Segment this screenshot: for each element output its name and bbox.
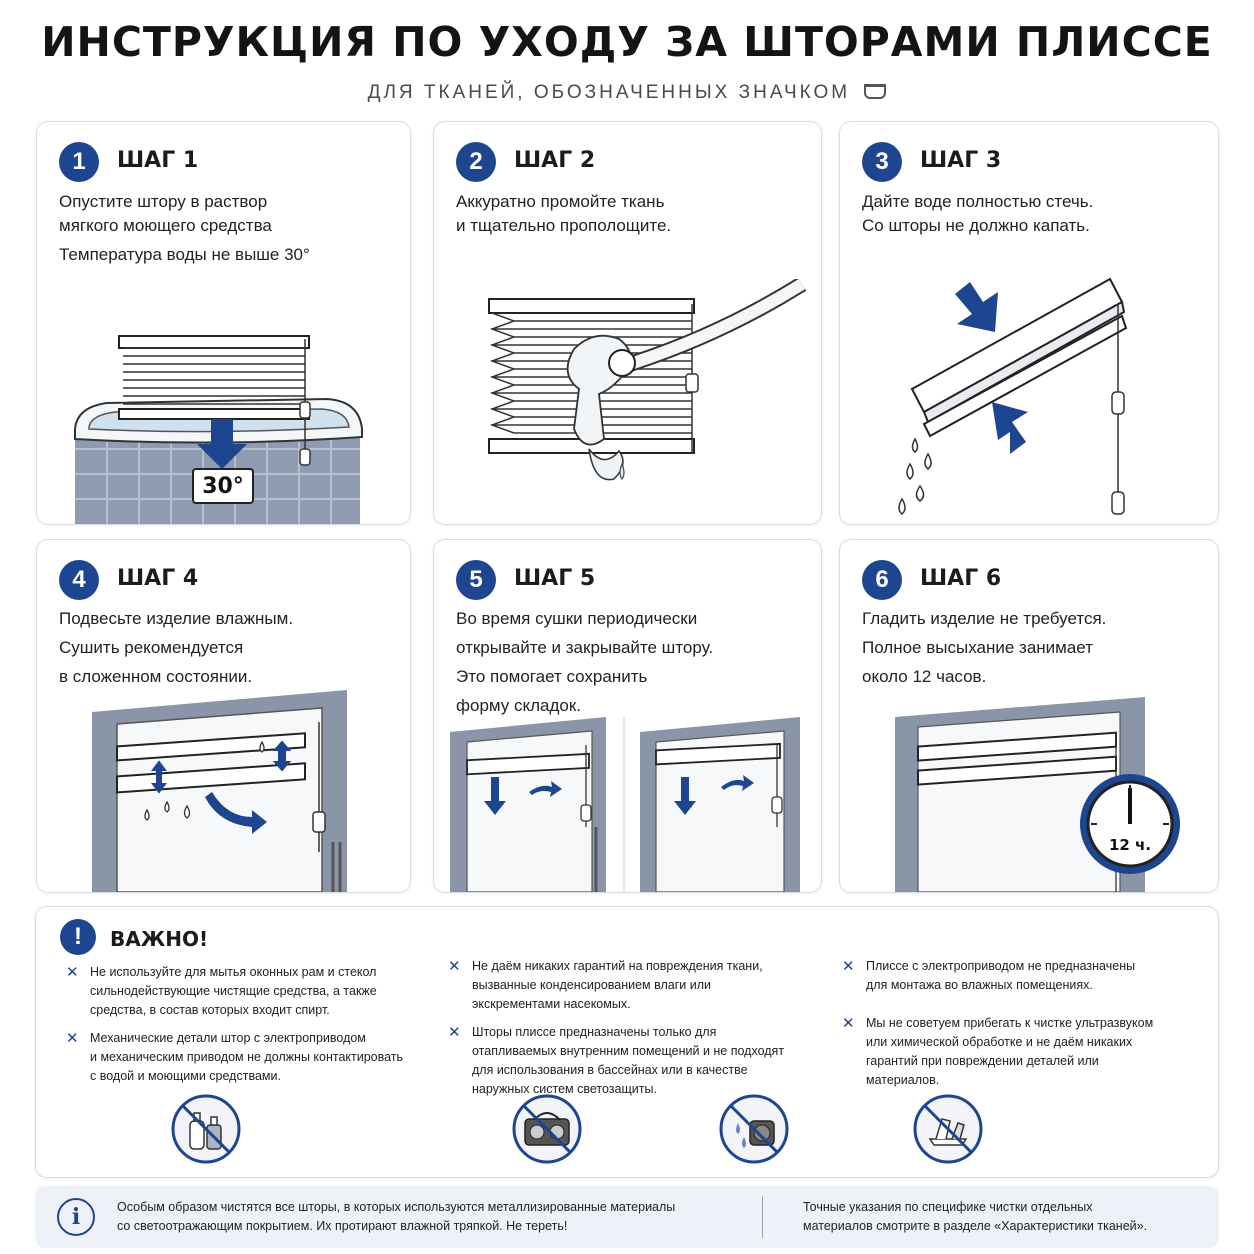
info-text-right bbox=[803, 1198, 1147, 1236]
cross-icon: ✕ bbox=[448, 1024, 461, 1041]
step-text-line: около 12 часов. bbox=[862, 667, 987, 686]
cross-icon: ✕ bbox=[66, 1030, 79, 1047]
step-text-line: открывайте и закрывайте штору. bbox=[456, 638, 714, 657]
no-cleaning-chemicals-icon bbox=[170, 1093, 242, 1165]
step-text-line: Дайте воде полностью стечь. bbox=[862, 192, 1094, 211]
hand-wash-icon bbox=[864, 84, 886, 99]
warning-line: или химической обработке и не даём никаких bbox=[866, 1035, 1133, 1049]
warning-line: Не используйте для мытья оконных рам и стекол bbox=[90, 965, 377, 979]
warning-line: экскрементами насекомых. bbox=[472, 997, 631, 1011]
info-line: Особым образом чистятся все шторы, в которых используются металлизированные материалы bbox=[117, 1200, 676, 1214]
hanging-wet-blind-illustration bbox=[37, 682, 411, 892]
step-text-line: в сложенном состоянии. bbox=[59, 667, 253, 686]
warning-line: Шторы плиссе предназначены только для bbox=[472, 1025, 717, 1039]
step-title: ШАГ 3 bbox=[920, 148, 1002, 173]
warning-item bbox=[66, 963, 377, 1020]
step-description bbox=[862, 604, 1200, 691]
step-text-line: форму складок. bbox=[456, 696, 582, 715]
step-card-2 bbox=[433, 121, 822, 525]
step-title: ШАГ 4 bbox=[117, 566, 199, 591]
subtitle-text: ДЛЯ ТКАНЕЙ, ОБОЗНАЧЕННЫХ ЗНАЧКОМ bbox=[367, 82, 851, 103]
step-number-badge: 3 bbox=[862, 142, 902, 182]
info-text-left bbox=[117, 1198, 675, 1236]
info-icon: i bbox=[57, 1198, 95, 1236]
cross-icon: ✕ bbox=[842, 1015, 855, 1032]
step-text-line: мягкого моющего средства bbox=[59, 216, 272, 235]
warning-line: материалов. bbox=[866, 1073, 940, 1087]
step-card-1 bbox=[36, 121, 411, 525]
step-text-line: Во время сушки периодически bbox=[456, 609, 698, 628]
cross-icon: ✕ bbox=[842, 958, 855, 975]
open-close-blind-illustration bbox=[434, 717, 822, 892]
step-text-line: Полное высыхание занимает bbox=[862, 638, 1093, 657]
important-title: ВАЖНО! bbox=[110, 927, 209, 951]
warning-line: Механические детали штор с электроприводом bbox=[90, 1031, 366, 1045]
page-title: ИНСТРУКЦИЯ ПО УХОДУ ЗА ШТОРАМИ ПЛИССЕ bbox=[41, 18, 1213, 66]
warning-line: для монтажа во влажных помещениях. bbox=[866, 978, 1093, 992]
warning-line: гарантий при повреждении деталей или bbox=[866, 1054, 1099, 1068]
step-card-3 bbox=[839, 121, 1219, 525]
no-ultrasonic-cleaner-icon bbox=[511, 1093, 583, 1165]
warning-item bbox=[842, 957, 1135, 995]
step-text-line: Сушить рекомендуется bbox=[59, 638, 244, 657]
warning-line: Не даём никаких гарантий на повреждения ткани, bbox=[472, 959, 763, 973]
step-number-badge: 4 bbox=[59, 560, 99, 600]
step-text-line: Со шторы не должно капать. bbox=[862, 216, 1090, 235]
step-number-badge: 1 bbox=[59, 142, 99, 182]
step-description bbox=[456, 190, 803, 238]
step-text-line: и тщательно прополощите. bbox=[456, 216, 672, 235]
step-title: ШАГ 1 bbox=[117, 148, 199, 173]
step-number-badge: 6 bbox=[862, 560, 902, 600]
step-text-line: Опустите штору в раствор bbox=[59, 192, 268, 211]
warning-item bbox=[448, 1023, 784, 1099]
step-card-4 bbox=[36, 539, 411, 893]
step-number-badge: 2 bbox=[456, 142, 496, 182]
warning-item bbox=[448, 957, 763, 1014]
warning-line: сильнодействующие чистящие средства, а также bbox=[90, 984, 377, 998]
step-card-5 bbox=[433, 539, 822, 893]
step-text-line: Температура воды не выше 30° bbox=[59, 245, 310, 264]
step-text-line: Подвесьте изделие влажным. bbox=[59, 609, 294, 628]
warning-item bbox=[66, 1029, 403, 1086]
no-humidity-motor-icon bbox=[718, 1093, 790, 1165]
page-subtitle bbox=[0, 82, 1254, 104]
drying-clock-illustration bbox=[840, 692, 1219, 892]
step-title: ШАГ 6 bbox=[920, 566, 1002, 591]
step-description bbox=[456, 604, 803, 720]
warning-line: и механическим приводом не должны контактировать bbox=[90, 1050, 404, 1064]
step-title: ШАГ 2 bbox=[514, 148, 596, 173]
warning-line: отапливаемых внутренним помещений и не подходят bbox=[472, 1044, 785, 1058]
warning-line: для использования в бассейнах или в качестве bbox=[472, 1063, 748, 1077]
warning-line: средства, в состав которых входит спирт. bbox=[90, 1003, 330, 1017]
warning-line: с водой и моющими средствами. bbox=[90, 1069, 281, 1083]
step-description bbox=[59, 604, 392, 691]
step-description bbox=[59, 190, 392, 267]
step-title: ШАГ 5 bbox=[514, 566, 596, 591]
step-card-6 bbox=[839, 539, 1219, 893]
step-number-badge: 5 bbox=[456, 560, 496, 600]
info-line: со светоотражающим покрытием. Их протирают влажной тряпкой. Не тереть! bbox=[117, 1219, 568, 1233]
info-line: Точные указания по специфике чистки отдельных bbox=[803, 1200, 1093, 1214]
warning-item bbox=[842, 1014, 1153, 1090]
warning-line: Мы не советуем прибегать к чистке ультразвуком bbox=[866, 1016, 1154, 1030]
step-text-line: Аккуратно промойте ткань bbox=[456, 192, 665, 211]
cross-icon: ✕ bbox=[448, 958, 461, 975]
warning-line: наружных систем светозащиты. bbox=[472, 1082, 657, 1096]
warning-line: Плиссе с электроприводом не предназначены bbox=[866, 959, 1136, 973]
blind-in-tub-illustration bbox=[37, 279, 411, 524]
info-banner bbox=[35, 1186, 1219, 1248]
exclamation-icon: ! bbox=[60, 919, 96, 955]
info-line: материалов смотрите в разделе «Характеристики тканей». bbox=[803, 1219, 1148, 1233]
divider bbox=[762, 1196, 763, 1238]
no-chemical-treatment-icon bbox=[912, 1093, 984, 1165]
step-text-line: Это помогает сохранить bbox=[456, 667, 648, 686]
cross-icon: ✕ bbox=[66, 964, 79, 981]
step-description bbox=[862, 190, 1200, 238]
important-section bbox=[35, 906, 1219, 1178]
temperature-label: 30° bbox=[202, 474, 244, 499]
clock-label: 12 ч. bbox=[1108, 836, 1152, 854]
rinsing-blind-illustration bbox=[434, 279, 822, 524]
dripping-blind-illustration bbox=[840, 264, 1219, 524]
step-text-line: Гладить изделие не требуется. bbox=[862, 609, 1107, 628]
warning-line: вызванные конденсированием влаги или bbox=[472, 978, 712, 992]
